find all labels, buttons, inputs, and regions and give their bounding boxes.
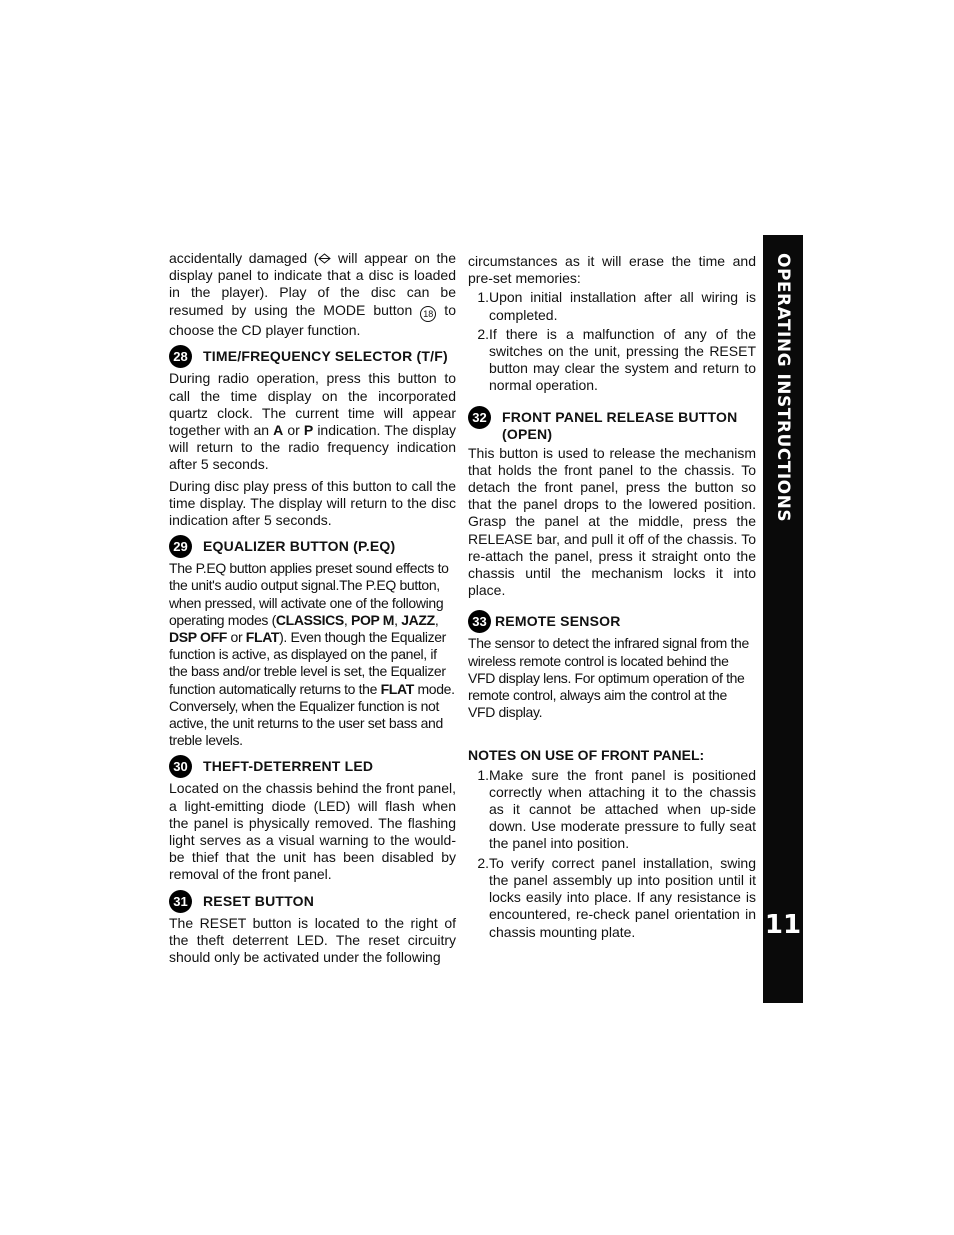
right-column <box>468 250 756 941</box>
section-33-paragraph: The sensor to detect the infrared signal from the wireless remote control is located behind the VFD display lens. For optimum operation of the remote control, always aim the control at the VFD display. <box>468 635 749 721</box>
section-number-badge: 29 <box>169 535 192 558</box>
section-33-heading <box>468 613 756 633</box>
side-tab <box>763 235 803 1003</box>
section-31-heading <box>169 893 456 913</box>
section-31-paragraph: The RESET button is located to the right of the theft deterrent LED. The reset circuitry should only be activated under the following <box>169 914 456 965</box>
section-number-badge: 30 <box>169 755 192 778</box>
intro-paragraph: accidentally damaged ( will appear on the display panel to indicate that a disc is loaded in the player). Play of the disc can be resumed by using the MODE button 18 to choose the CD player function. <box>169 250 456 339</box>
section-29-paragraph: The P.EQ button applies preset sound effects to the unit's audio output signal.The P.EQ button, when pressed, will activate one of the following operating modes (CLASSICS, POP M, JAZZ, DSP OFF or FLAT). Even though the Equalizer function is active, as displayed on the panel, if the bass and/or treble level is set, the Equalizer function automatically returns to the FLAT mode. Conversely, when the Equalizer function is not active, the unit returns to the user set bass and treble levels. <box>169 560 455 749</box>
section-number-badge: 28 <box>169 345 192 368</box>
section-number-badge: 32 <box>468 406 491 429</box>
reset-circumstances-list <box>468 289 756 394</box>
section-number-badge: 31 <box>169 890 192 913</box>
list-item: 2. If there is a malfunction of any of the switches on the unit, pressing the RESET button may clear the system and return to normal operation. <box>477 325 756 394</box>
section-number-badge: 33 <box>468 610 491 633</box>
section-title: RESET BUTTON <box>203 892 315 909</box>
notes-heading: NOTES ON USE OF FRONT PANEL: <box>468 747 705 764</box>
section-28-paragraph-1: During radio operation, press this button to call the time display on the incorporated quartz clock. The current time will appear together with an A or P indication. The display will return to the radio frequency indication after 5 seconds. <box>169 370 456 473</box>
disc-icon <box>318 253 331 264</box>
side-tab-title: OPERATING INSTRUCTIONS <box>773 253 793 523</box>
section-32-heading <box>468 409 756 443</box>
section-title: TIME/FREQUENCY SELECTOR (T/F) <box>203 348 448 365</box>
section-30-paragraph: Located on the chassis behind the front panel, a light-emitting diode (LED) will flash when the panel is physically removed. The flashing light serves as a visual warning to the would-be thief that the unit has been disabled by removal of the front panel. <box>169 780 456 883</box>
section-title: REMOTE SENSOR <box>495 613 621 630</box>
notes-list <box>468 767 756 941</box>
section-title: FRONT PANEL RELEASE BUTTON (OPEN) <box>502 408 738 442</box>
list-item: 1. Upon initial installation after all wiring is completed. <box>477 289 756 323</box>
section-28-paragraph-2: During disc play press of this button to call the time display. The display will return to the disc indication after 5 seconds. <box>169 477 456 528</box>
section-title: THEFT-DETERRENT LED <box>203 758 374 775</box>
section-30-heading <box>169 758 456 778</box>
section-29-heading <box>169 538 456 558</box>
section-32-paragraph: This button is used to release the mechanism that holds the front panel to the chassis. To detach the front panel, press the button so that the panel drops to the lowered position. Grasp the panel at the middle, press the RELEASE bar, and pull it off of the chassis. To re-attach the panel, press it straight onto the chassis until the mechanism locks it into place. <box>468 444 756 599</box>
section-title: EQUALIZER BUTTON (P.EQ) <box>203 538 396 555</box>
reset-continuation: circumstances as it will erase the time and pre-set memories: <box>468 253 756 287</box>
section-28-heading <box>169 348 456 368</box>
list-item: 1. Make sure the front panel is positioned correctly when attaching it to the chassis as it cannot be attached when up-side down. Use moderate pressure to fully seat the panel into position. <box>477 766 756 852</box>
page-number: 11 <box>764 910 802 940</box>
mode-button-ref: 18 <box>420 306 436 322</box>
list-item: 2. To verify correct panel installation, swing the panel assembly up into position until it locks easily into place. If any resistance is encountered, re-check panel orientation in chassis mounting plate. <box>477 854 756 940</box>
left-column <box>169 250 456 966</box>
